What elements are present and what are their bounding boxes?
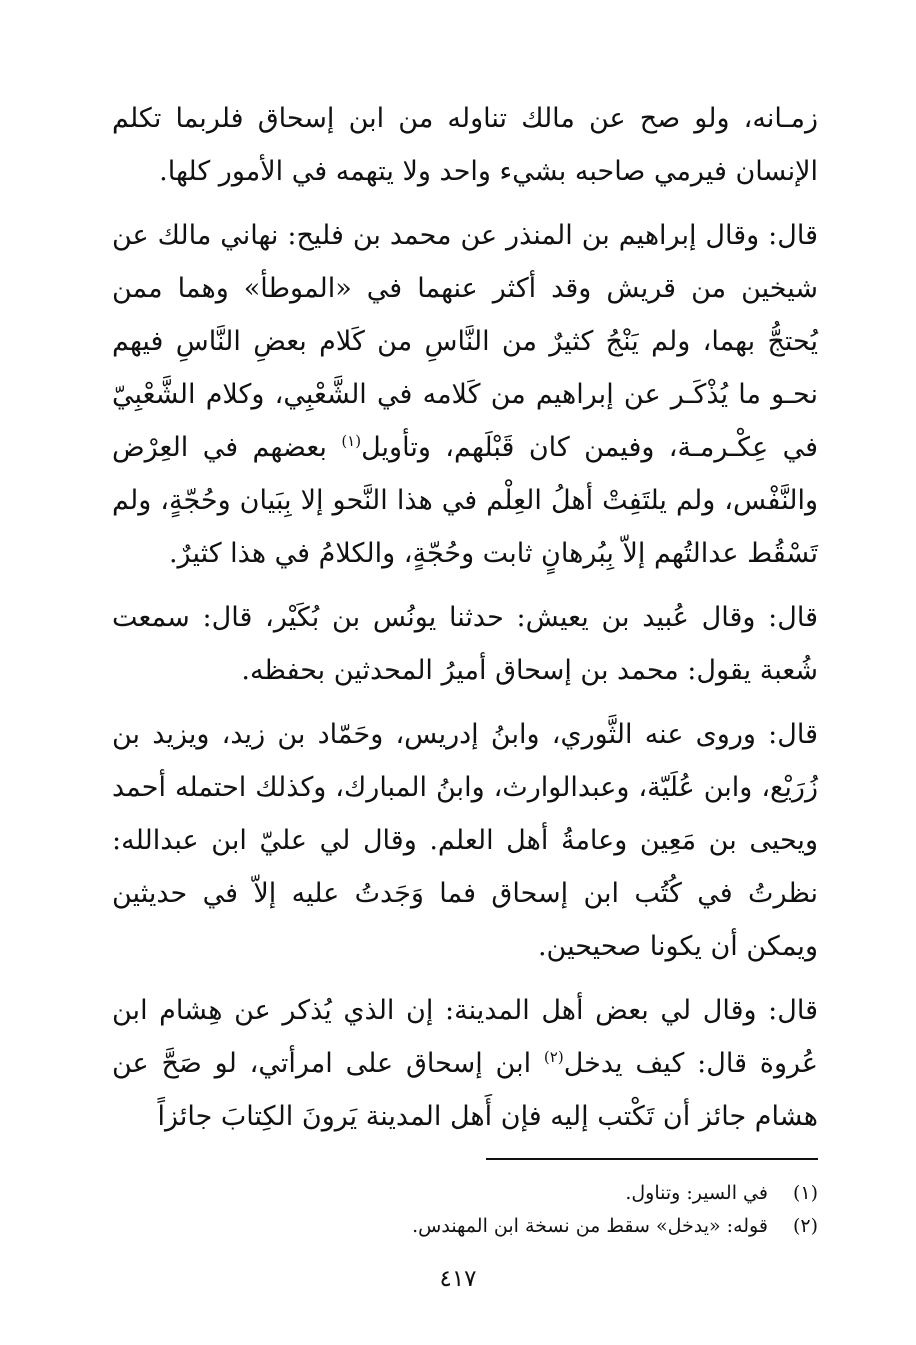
footnote-1 xyxy=(112,1177,818,1210)
main-text xyxy=(112,92,818,1143)
footnote-separator xyxy=(486,1158,818,1160)
page-number: ٤١٧ xyxy=(439,1266,477,1292)
paragraph-text: قال: وروى عنه الثَّوري، وابنُ إدريس، وحَمّاد بن زيد، ويزيد بن زُرَيْع، وابن عُلَيّة، وعبدالوارث، وابنُ المبارك، وكذلك احتمله أحمد ويحيى بن مَعِين وعامةُ أهل العلم. وقال لي عليّ ابن عبدالله: نظرتُ في كُتُب ابن إسحاق فما وَجَدتُ عليه إلاّ في حديثين ويمكن أن يكونا صحيحين. xyxy=(112,719,819,962)
footnote-marker: (١) xyxy=(341,432,362,450)
paragraph-text: قال: وقال لي بعض أهل المدينة: إن الذي يُذكر عن هِشام ابن عُروة قال: كيف يدخل xyxy=(112,995,818,1079)
footnote-text: في السير: وتناول. xyxy=(625,1182,768,1204)
footnotes xyxy=(112,1177,818,1243)
paragraph-text: بعضهم في العِرْض والنَّفْس، ولم يلتَفِتْ أهلُ العِلْم في هذا النَّحو إلا بِبَيان وحُجّةٍ، ولم تَسْقُط عدالتُهم إلاّ بِبُرهانٍ ثابت وحُجّةٍ، والكلامُ في هذا كثيرٌ. xyxy=(112,432,818,569)
footnote-2 xyxy=(112,1210,818,1243)
footnote-number: (١) xyxy=(792,1182,818,1204)
paragraph xyxy=(112,209,818,580)
paragraph-text: قال: وقال عُبيد بن يعيش: حدثنا يونُس بن بُكَيْر، قال: سمعت شُعبة يقول: محمد بن إسحاق أميرُ المحدثين بحفظه. xyxy=(112,602,818,686)
paragraph-text: ابن إسحاق على امرأتي، لو صَحَّ عن هشام جائز أن تَكْتب إليه فإن أَهل المدينة يَرونَ الكِتابَ جائزاً xyxy=(112,1048,818,1132)
paragraph-text: قال: وقال إبراهيم بن المنذر عن محمد بن فليح: نهاني مالك عن شيخين من قريش وقد أكثر عنهما في «الموطأ» وهما ممن يُحتجُّ بهما، ولم يَنْجُ كثيرٌ من النَّاسِ من كَلام بعضِ النَّاسِ فيهم نحـو ما يُذْكَـر عن إبراهيم من كَلامه في الشَّعْبِي، وكلام الشَّعْبِيّ في عِكْـرمـة، وفيمن كان قَبْلَهم، وتأويل xyxy=(112,220,819,463)
page-body xyxy=(112,92,818,1292)
paragraph xyxy=(112,591,818,697)
paragraph xyxy=(112,92,818,198)
paragraph-text: زمـانه، ولو صح عن مالك تناوله من ابن إسحاق فلربما تكلم الإنسان فيرمي صاحبه بشيء واحد ولا يتهمه في الأمور كلها. xyxy=(112,103,818,187)
footnote-number: (٢) xyxy=(792,1215,818,1237)
paragraph xyxy=(112,708,818,973)
footnote-text: قوله: «يدخل» سقط من نسخة ابن المهندس. xyxy=(412,1215,768,1237)
footnote-marker: (٢) xyxy=(543,1048,564,1066)
paragraph xyxy=(112,984,818,1143)
